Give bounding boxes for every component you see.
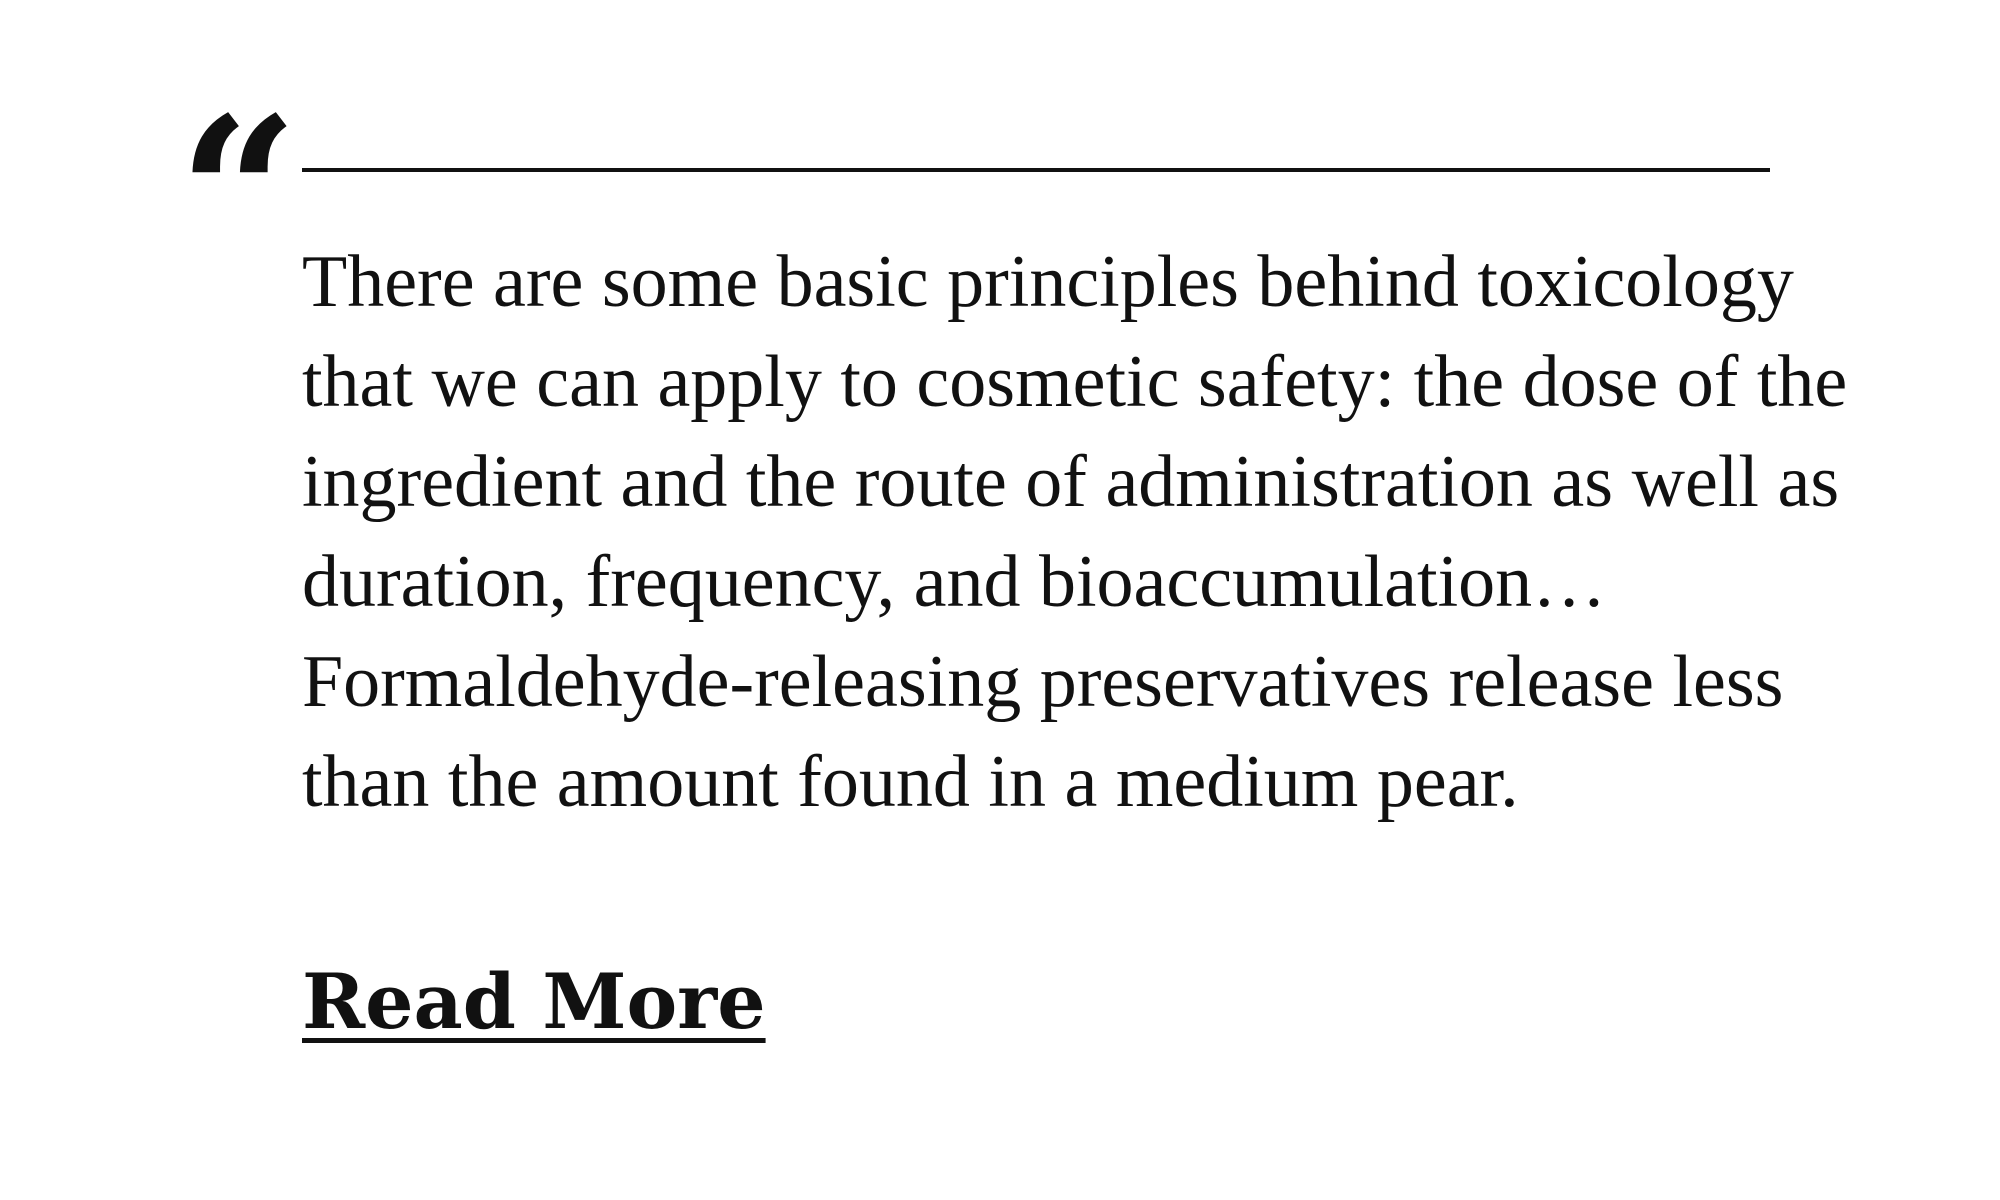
divider-rule	[302, 168, 1770, 172]
quote-mark-icon: “	[178, 71, 299, 318]
read-more-link[interactable]: Read More	[302, 957, 766, 1046]
quote-text: There are some basic principles behind toxicology that we can apply to cosmetic safety: the dose of the ingredient and the route of administration as well as duration, frequency, and bioaccumulation… Formaldehyde-releasing preservatives release less than the amount found in a medium pear.	[302, 241, 1848, 823]
